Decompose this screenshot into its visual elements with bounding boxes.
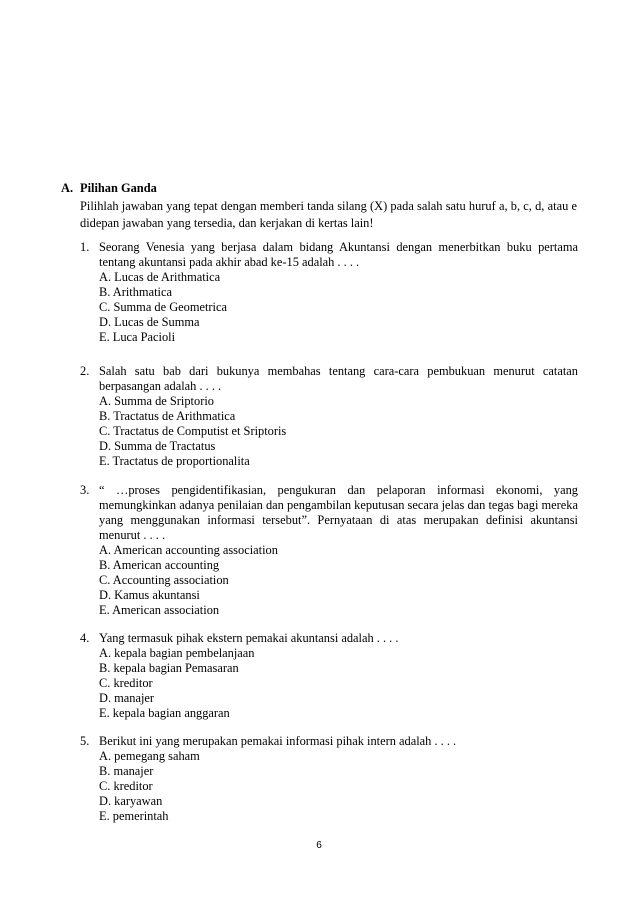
option-c: C. Tractatus de Computist et Sriptoris: [99, 424, 287, 438]
question-text: Salah satu bab dari bukunya membahas tentang cara-cara pembukuan menurut catatan berpasangan adalah . . . .: [99, 364, 578, 393]
option-e: E. Luca Pacioli: [99, 330, 176, 344]
option-b: B. American accounting: [99, 558, 220, 572]
section-title: Pilihan Ganda: [80, 181, 157, 195]
option-b: B. manajer: [99, 764, 154, 778]
option-e: E. pemerintah: [99, 809, 169, 823]
option-d: D. karyawan: [99, 794, 163, 808]
option-d: D. Lucas de Summa: [99, 315, 200, 329]
question-text: Seorang Venesia yang berjasa dalam bidang Akuntansi dengan menerbitkan buku pertama tentang akuntansi pada akhir abad ke-15 adalah . . . .: [99, 240, 578, 269]
option-d: D. Kamus akuntansi: [99, 588, 200, 602]
option-c: C. Accounting association: [99, 573, 229, 587]
page-number: 6: [316, 840, 322, 851]
question-number: 4.: [80, 631, 90, 645]
option-e: E. Tractatus de proportionalita: [99, 454, 250, 468]
section-letter: A.: [61, 181, 74, 195]
option-b: B. kepala bagian Pemasaran: [99, 661, 239, 675]
question-number: 3.: [80, 483, 90, 497]
question-text: Yang termasuk pihak ekstern pemakai akuntansi adalah . . . .: [99, 631, 399, 645]
option-a: A. kepala bagian pembelanjaan: [99, 646, 255, 660]
section-instruction: Pilihlah jawaban yang tepat dengan memberi tanda silang (X) pada salah satu huruf a, b, c, d, atau e didepan jawaban yang tersedia, dan kerjakan di kertas lain!: [80, 199, 577, 230]
question-text: Berikut ini yang merupakan pemakai informasi pihak intern adalah . . . .: [99, 734, 457, 748]
option-c: C. Summa de Geometrica: [99, 300, 228, 314]
option-a: A. Summa de Sriptorio: [99, 394, 214, 408]
option-d: D. manajer: [99, 691, 155, 705]
option-e: E. kepala bagian anggaran: [99, 706, 230, 720]
option-d: D. Summa de Tractatus: [99, 439, 216, 453]
option-a: A. American accounting association: [99, 543, 278, 557]
option-c: C. kreditor: [99, 779, 153, 793]
option-c: C. kreditor: [99, 676, 153, 690]
option-a: A. Lucas de Arithmatica: [99, 270, 221, 284]
question-text: “ …proses pengidentifikasian, pengukuran dan pelaporan informasi ekonomi, yang memungkinkan adanya penilaian dan pengambilan keputusan secara jelas dan tegas bagi mereka yang menggunakan informasi tersebut”. Pernyataan di atas merupakan definisi akuntansi menurut . . . .: [99, 483, 578, 542]
question-number: 2.: [80, 364, 90, 378]
question-number: 1.: [80, 240, 90, 254]
option-b: B. Tractatus de Arithmatica: [99, 409, 236, 423]
option-b: B. Arithmatica: [99, 285, 172, 299]
option-e: E. American association: [99, 603, 220, 617]
option-a: A. pemegang saham: [99, 749, 200, 763]
question-number: 5.: [80, 734, 90, 748]
